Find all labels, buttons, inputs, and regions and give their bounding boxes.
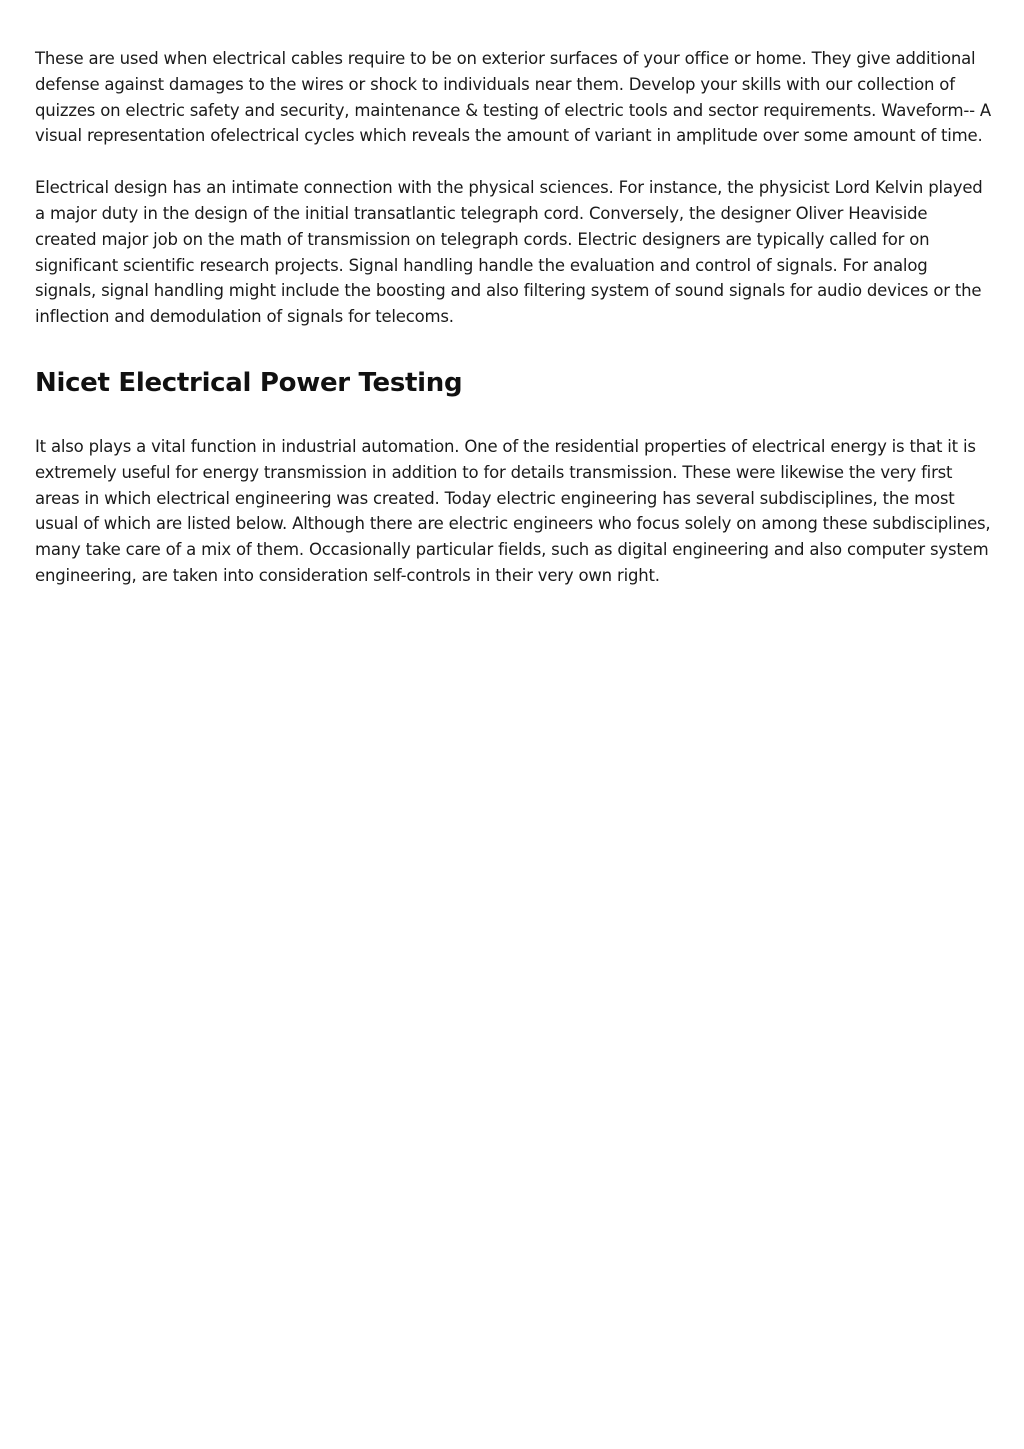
body-paragraph-3: It also plays a vital function in industrial automation. One of the residential properties of electrical energy is that it is extremely useful for energy transmission in addition to for details transmission. These were likewise the very first areas in which electrical engineering was created. Today electric engineering has several subdisciplines, the most usual of which are listed below. Although there are electric engineers who focus solely on among these subdisciplines, many take care of a mix of them. Occasionally particular fields, such as digital engineering and also computer system engineering, are taken into consideration self-controls in their very own right. [35,436,991,585]
body-paragraph-2: Electrical design has an intimate connection with the physical sciences. For instance, the physicist Lord Kelvin played a major duty in the design of the initial transatlantic telegraph cord. Conversely, the designer Oliver Heaviside created major job on the math of transmission on telegraph cords. Electric designers are typically called for on significant scientific research projects. Signal handling handle the evaluation and control of signals. For analog signals, signal handling might include the boosting and also filtering system of sound signals for audio devices or the inflection and demodulation of signals for telecoms. [35,178,983,327]
document-page [35,46,991,589]
body-paragraph-1: These are used when electrical cables require to be on exterior surfaces of your office or home. They give additional defense against damages to the wires or shock to individuals near them. Develop your skills with our collection of quizzes on electric safety and security, maintenance & testing of electric tools and sector requirements. Waveform-- A visual representation ofelectrical cycles which reveals the amount of variant in amplitude over some amount of time. [35,49,991,146]
section-heading: Nicet Electrical Power Testing [35,367,463,398]
